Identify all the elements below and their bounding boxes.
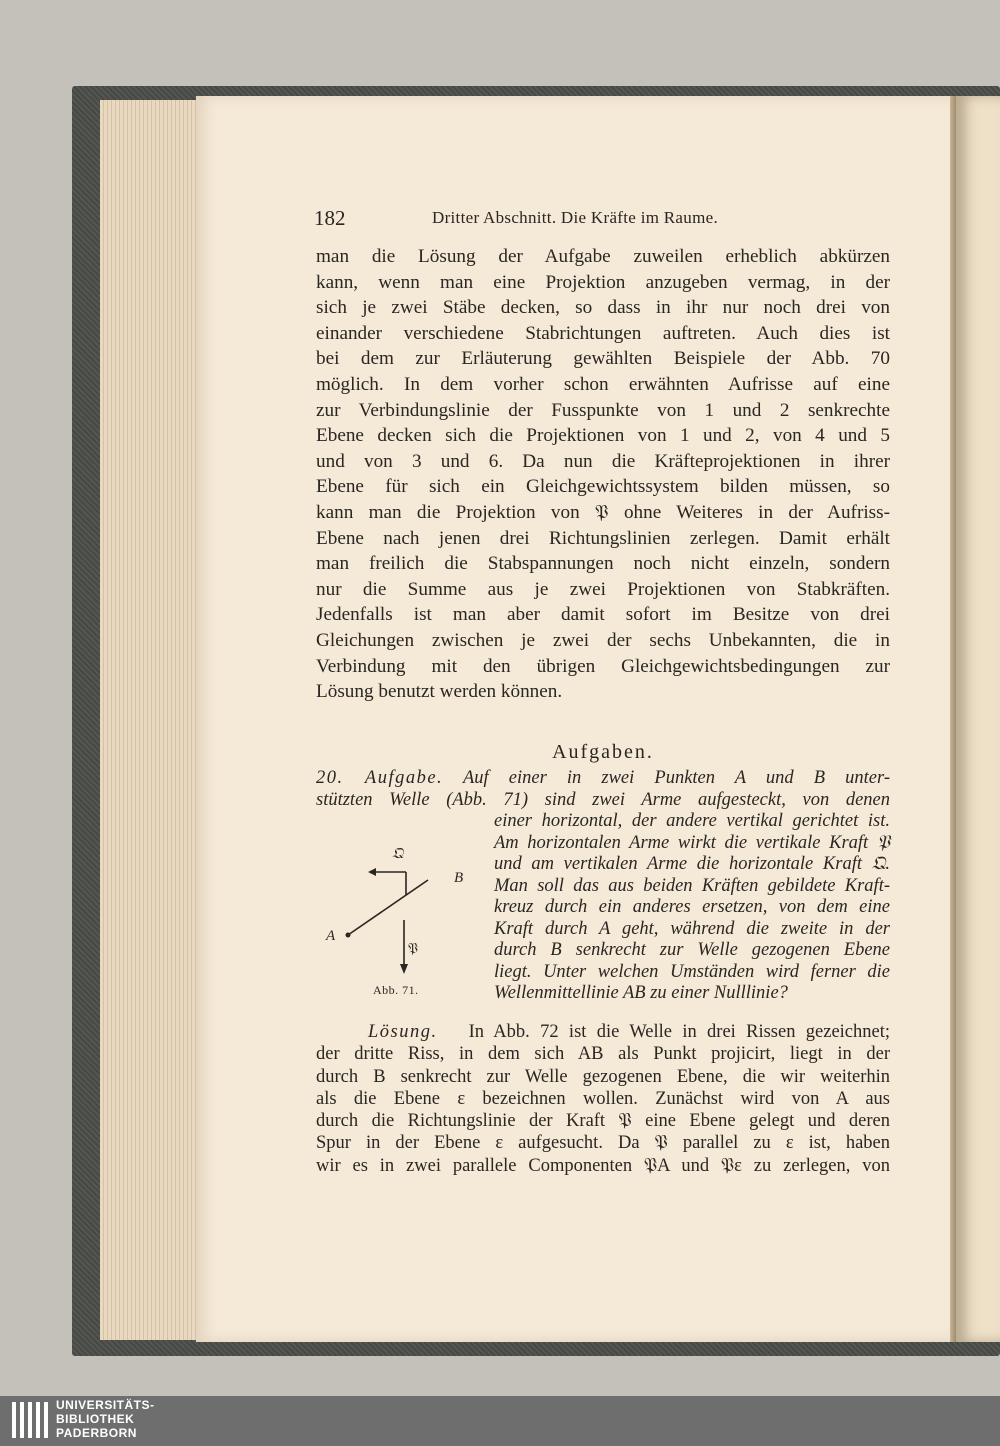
next-page-edge: [956, 96, 1000, 1342]
task-label: 20. Aufgabe.: [316, 768, 444, 788]
paragraph-line: Ebene decken sich die Projektionen von 1 und 2, von 4 und 5: [316, 425, 890, 447]
label-b: B: [454, 870, 464, 886]
p-arrowhead: [400, 964, 408, 974]
paragraph-line: Verbindung mit den übrigen Gleichgewichtsbedingungen zur: [316, 655, 890, 677]
task-wrapped-text: [494, 811, 890, 1005]
q-arrowhead: [368, 868, 376, 876]
paragraph-line: und von 3 und 6. Da nun die Kräfteprojektionen in ihrer: [316, 450, 890, 472]
paragraph-line: nur die Summe aus je zwei Projektionen von Stabkräften.: [316, 578, 890, 600]
paragraph-line: sich je zwei Stäbe decken, so dass in ihr nur noch drei von: [316, 297, 890, 319]
body-paragraph: [316, 244, 890, 705]
point-a: [346, 933, 351, 938]
logo-line: BIBLIOTHEK: [56, 1412, 135, 1426]
solution-line: Spur in der Ebene ε aufgesucht. Da 𝔓 parallel zu ε ist, haben: [316, 1133, 890, 1154]
solution-line: durch die Richtungslinie der Kraft 𝔓 eine Ebene gelegt und deren: [316, 1111, 890, 1132]
task-line: und am vertikalen Arme die horizontale Kraft 𝔔.: [494, 854, 890, 874]
task-line: Am horizontalen Arme wirkt die vertikale Kraft 𝔓: [494, 832, 890, 853]
task-line: Wellenmittellinie AB zu einer Nulllinie?: [494, 983, 788, 1003]
logo-line: PADERBORN: [56, 1426, 137, 1440]
solution-line: durch B senkrecht zur Welle gezogenen Ebene, die wir weiterhin: [316, 1066, 890, 1087]
paragraph-line: zur Verbindungslinie der Fusspunkte von 1 und 2 senkrechte: [316, 399, 890, 421]
page-number: 182: [314, 206, 346, 230]
figure-caption: Abb. 71.: [373, 983, 419, 997]
solution-line: als die Ebene ε bezeichnen wollen. Zunächst wird von A aus: [316, 1088, 890, 1109]
paragraph-line: Ebene nach jenen drei Richtungslinien zerlegen. Damit erhält: [316, 527, 890, 549]
task-first-line: [316, 768, 890, 790]
task-line: kreuz durch ein anderes ersetzen, von dem eine: [494, 897, 890, 917]
paragraph-line: Ebene für sich ein Gleichgewichtssystem bilden müssen, so: [316, 476, 890, 498]
task-line: Kraft durch A geht, während die zweite in der: [494, 918, 890, 939]
task-line: durch B senkrecht zur Welle gezogenen Ebene: [494, 940, 890, 960]
label-p: 𝔓: [408, 942, 418, 957]
task-intro: [316, 768, 890, 811]
task-line: Man soll das aus beiden Kräften gebildete Kraft-: [494, 875, 890, 896]
paragraph-line: Gleichungen zwischen je zwei der sechs Unbekannten, die in: [316, 629, 890, 651]
solution-label: Lösung.: [368, 1022, 438, 1042]
solution-line: wir es in zwei parallele Componenten 𝔓A und 𝔓ε zu zerlegen, von: [316, 1155, 890, 1176]
paragraph-line: Jedenfalls ist man aber damit sofort im Besitze von drei: [316, 604, 890, 626]
solution-first-line: [316, 1021, 890, 1043]
section-heading: Aufgaben.: [552, 741, 654, 763]
task-line: liegt. Unter welchen Umständen wird ferner die: [494, 961, 890, 982]
task-line: einer horizontal, der andere vertikal gerichtet ist.: [494, 811, 890, 831]
solution-line: der dritte Riss, in dem sich AB als Punkt projicirt, liegt in der: [316, 1044, 890, 1065]
solution-text: [316, 1021, 890, 1177]
library-logo-text: [56, 1398, 155, 1440]
paragraph-line: kann man die Projektion von 𝔓 ohne Weiteres in der Aufriss-: [316, 501, 890, 523]
paragraph-line: man freilich die Stabspannungen noch nicht einzeln, sondern: [316, 553, 890, 575]
page-edges: [100, 100, 200, 1340]
paragraph-line: kann, wenn man eine Projektion anzugeben vermag, in der: [316, 271, 890, 293]
library-logo-icon: [10, 1400, 50, 1442]
paragraph-line: man die Lösung der Aufgabe zuweilen erheblich abkürzen: [316, 246, 890, 267]
solution-first-line-text: In Abb. 72 ist die Welle in drei Rissen gezeichnet;: [468, 1022, 890, 1042]
figure-abb-71: [320, 840, 470, 1000]
task-first-line-text: Auf einer in zwei Punkten A und B unter-: [462, 768, 890, 788]
page-header: [314, 206, 890, 236]
task-second-line: stützten Welle (Abb. 71) sind zwei Arme aufgesteckt, von denen: [316, 789, 890, 810]
label-q: 𝔔: [392, 846, 404, 862]
logo-line: UNIVERSITÄTS-: [56, 1398, 155, 1412]
paragraph-line: möglich. In dem vorher schon erwähnten Aufrisse auf eine: [316, 373, 890, 395]
running-title: Dritter Abschnitt. Die Kräfte im Raume.: [432, 208, 718, 227]
label-a: A: [326, 928, 336, 944]
paragraph-line: einander verschiedene Stabrichtungen auftreten. Auch dies ist: [316, 322, 890, 344]
paragraph-line: Lösung benutzt werden können.: [316, 681, 563, 703]
shaft-line: [348, 880, 428, 935]
paragraph-line: bei dem zur Erläuterung gewählten Beispiele der Abb. 70: [316, 348, 890, 370]
